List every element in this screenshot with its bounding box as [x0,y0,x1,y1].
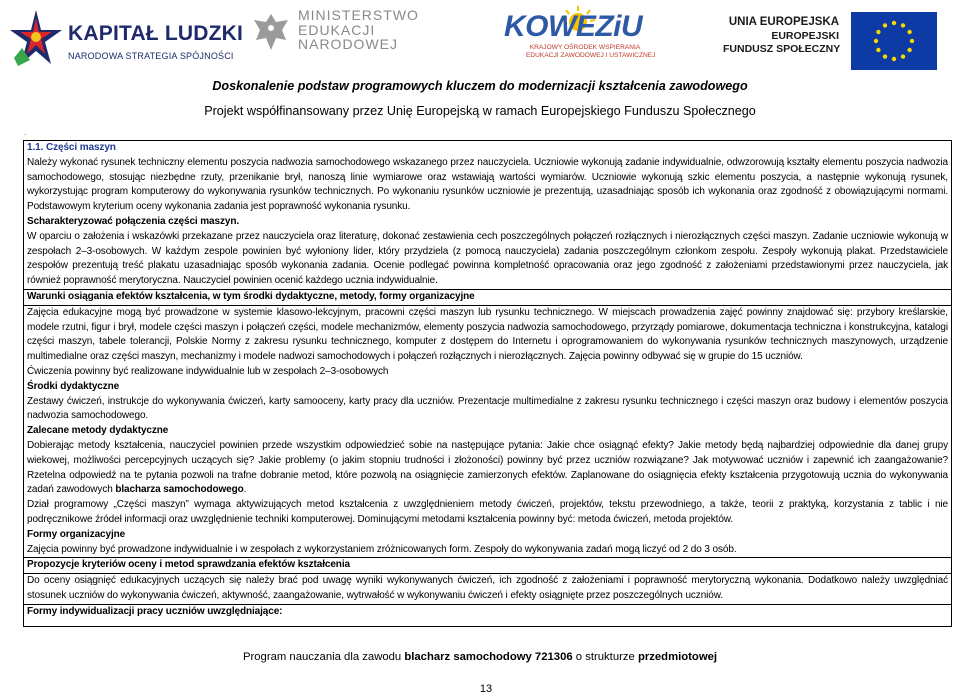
kowezu-logo [498,4,678,66]
kapital-ludzki-logo [8,8,244,68]
ue-line3: FUNDUSZ SPOŁECZNY [723,43,841,55]
warunki-content-row [24,306,951,559]
kryteria-heading-row [24,558,951,574]
indywidualizacja-heading-row [24,605,951,620]
footer-structure: przedmiotowej [637,651,718,663]
kowezu-subtitle [526,44,656,59]
paragraph-cwiczenia: Ćwiczenia powinny być realizowane indywidualnie lub w zespołach 2–3-osobowych [27,365,389,377]
content-table [23,140,952,627]
paragraph-zadanie-rysunek: Należy wykonać rysunek techniczny elementu poszycia nadwozia samochodowego wskazanego przez nauczyciela. Uczniowie wykonują zadanie indywidualnie, odwzorowują kształty elementu poszycia nadwozia samochodowego, stosując niezbędne rzuty, przenikanie brył, nanoszą linie wymiarowe oraz wstawiają wartości wymiarów. Uczniowie wykonują szkic elementu poszycia, a następnie wykonują rysunek, wykorzystując program komputerowy do wykonywania rysunków technicznych. Po wykonaniu rysunków uczniowie je prezentują, uzasadniając sposób ich wykonania oraz zgodność z obowiązującymi normami. Podstawowym kryterium oceny wykonania zadania jest poprawność wykonania rysunku. [27,156,948,213]
paragraph-formy: Zajęcia powinny być prowadzone indywidualnie i w zespołach z wykorzystaniem zróżnicowanych form. Zespoły do wykonywania zadań mogą liczyć od 2 do 3 osób. [27,543,737,555]
kowezu-subtitle-line2: EDUKACJI ZAWODOWEJ I USTAWICZNEJ [526,51,656,59]
stray-dot: . [24,128,27,137]
unia-europejska-logo [715,12,955,68]
kowezu-subtitle-line1: KRAJOWY OŚRODEK WSPIERANIA [529,44,641,51]
footer-prefix: Program nauczania dla zawodu [242,651,402,663]
metody-profession: blacharza samochodowego [115,484,244,496]
paragraph-metody [27,439,948,498]
paragraph-kryteria: Do oceny osiągnięć edukacyjnych uczących się należy brać pod uwagę wyniki wykonywanych ćwiczeń, ich zgodność z założeniami i poprawność merytoryczną wykonania. Dodatkowo należy uwzględniać stosunek uczniów do wykonywania ćwiczeń, aktywność, zaangażowanie, wytrwałość w wykonywaniu ćwiczeń i efekty osiągnięte przez poszczególnych uczniów. [27,575,948,601]
star-logo-icon [8,8,64,68]
document-subtitle: Projekt współfinansowany przez Unię Europejską w ramach Europejskiego Funduszu Społecznego [204,104,756,118]
paragraph-polaczenia-heading: Scharakteryzować połączenia części maszyn. [27,215,240,227]
eagle-emblem-icon [250,10,292,54]
page-number: 13 [479,683,493,695]
kryteria-content-row [24,574,951,605]
indywidualizacja-heading: Formy indywidualizacji pracy uczniów uwzględniające: [27,605,283,617]
paragraph-srodki: Zestawy ćwiczeń, instrukcje do wykonywania ćwiczeń, karty samooceny, karty pracy dla uczniów. Prezentacje multimedialne z zakresu rysunku technicznego i części maszyn oraz budowy i elementów poszycia nadwozia samochodowego. [27,395,948,422]
kowezu-name: KOWEZiU [504,10,643,43]
footer-middle: o strukturze [575,651,635,663]
kapital-ludzki-title: KAPITAŁ LUDZKI [68,22,244,45]
section-block-czesci-maszyn [24,141,951,290]
unia-europejska-text [723,16,839,55]
ministerstwo-line1: MINISTERSTWO [298,7,419,23]
ue-line2: EUROPEJSKI [771,30,839,42]
metody-end: . [243,484,247,496]
ministerstwo-line3: NARODOWEJ [298,36,398,52]
section-title: 1.1. Części maszyn [27,142,116,153]
formy-heading: Formy organizacyjne [27,528,126,540]
document-title: Doskonalenie podstaw programowych kluczem do modernizacji kształcenia zawodowego [212,79,748,93]
ue-line1: UNIA EUROPEJSKA [728,16,839,28]
paragraph-dzial-programowy: Dział programowy „Części maszyn” wymaga aktywizujących metod kształcenia z uwzględnieniem metody ćwiczeń, projektów, tekstu przewodniego, a także, teorii z praktyką, korzystania z tablic i nie podręcznikowe źródeł informacji oraz uwzględnienie techniki komputerowej. Dominującymi metodami kształcenia powinny być: metoda ćwiczeń, metoda projektów. [27,499,948,525]
paragraph-warunki: Zajęcia edukacyjne mogą być prowadzone w systemie klasowo-lekcyjnym, pracowni części maszyn lub rysunku technicznego. W miejscach prowadzenia zajęć powinny znajdować się: przybory kreślarskie, modele rzutni, figur i brył, modele części maszyn i połączeń części, modele mechanizmów, elementy poszycia nadwozia samochodowego, przyrządy pomiarowe, dokumentacja techniczna i konstrukcyjna, katalogi części maszyn, tabele tolerancji, Polskie Normy z zakresu rysunku technicznego, komputer z dostępem do Internetu i oprogramowaniem do wykonywania rysunków technicznych maszynowych, urządzenie multimedialne oraz części maszyn, mechanizmy i modele nadwozi samochodowych i połączeń rozłącznych i nierozłącznych. Zajęcia powinny odbywać się w grupie do 15 uczniów. [27,306,948,363]
kapital-ludzki-subtitle: NARODOWA STRATEGIA SPÓJNOŚCI [68,51,234,61]
ministerstwo-text [298,8,419,52]
footer-profession: blacharz samochodowy 721306 [404,651,573,663]
metody-text: Dobierając metody kształcenia, nauczyciel powinien przede wszystkim odpowiedzieć sobie na następujące pytania: Jakie chce osiągnąć efekty? Jakie metody będą najbardziej odpowiednie dla danej grupy wiekowej, możliwości percepcyjnych uczących się? Jakie problemy (o jakim stopniu trudności i złożoności) powinny być przez uczniów rozwiązane? Jak motywować uczniów i zapewnić ich zaangażowanie? Rzetelna odpowiedź na te pytania pozwoli na trafne dobranie metod, które pozwolą na osiągnięcie zamierzonych efektów. Zaplanowane do osiągnięcia efekty kształcenia przygotowują ucznia do wykonywania zadań zawodowych [27,439,948,496]
warunki-heading-row [24,290,951,306]
eu-flag-icon [851,12,937,70]
paragraph-polaczenia: W oparciu o założenia i wskazówki przekazane przez nauczyciela oraz literaturę, dokonać zestawienia cech poszczególnych połączeń rozłącznych i nierozłącznych części maszyn. Zadanie uczniowie wykonują w zespołach 2–3-osobowych. W każdym zespole powinien być wyłoniony lider, który przydziela (z pomocą nauczyciela) zadania poszczególnym członkom zespołu. Zespoły wykonują plakat. Przedstawiciele zespołów prezentują treść plakatu uzasadniając sposób wykonania zadania. Ocenie podlegać powinna kompletność opracowania oraz jego zgodność z założeniami przedstawionymi przez nauczyciela, jak również poprawność merytoryczna. Nauczyciel powinien ocenić każdego ucznia indywidualnie. [27,230,948,287]
kryteria-heading: Propozycje kryteriów oceny i metod sprawdzania efektów kształcenia [27,559,350,571]
header-logos [0,0,960,72]
metody-heading: Zalecane metody dydaktyczne [27,425,169,437]
srodki-heading: Środki dydaktyczne [27,380,120,392]
warunki-heading: Warunki osiągania efektów kształcenia, w tym środki dydaktyczne, metody, formy organizacyjne [27,290,475,302]
ministerstwo-line2: EDUKACJI [298,21,376,38]
footer-text [0,651,960,663]
ministerstwo-logo [250,8,420,56]
